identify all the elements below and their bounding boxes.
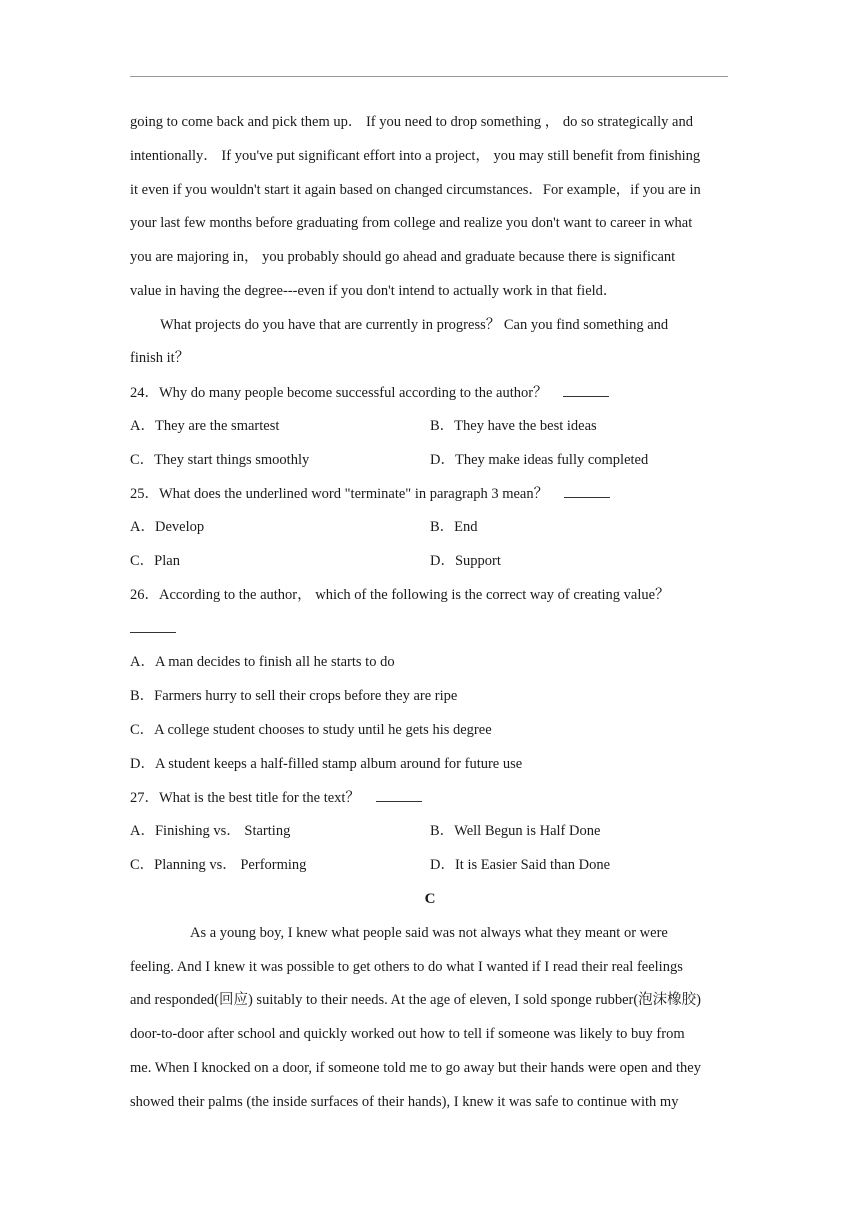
option-d: D．They make ideas fully completed (430, 452, 649, 468)
options-row (130, 821, 730, 841)
passage-line: As a young boy, I knew what people said was not always what they meant or were (190, 925, 668, 941)
answer-blank (376, 787, 422, 802)
section-heading: C (424, 891, 436, 907)
option-b: B．Farmers hurry to sell their crops before they are ripe (130, 688, 458, 704)
option-a: A．Finishing vs． Starting (130, 823, 291, 839)
option-b: B．Well Begun is Half Done (430, 823, 601, 839)
options-row (130, 517, 730, 537)
options-row (130, 416, 730, 436)
option-c: C．Plan (130, 553, 180, 569)
option-c: C．They start things smoothly (130, 452, 310, 468)
passage-line: me. When I knocked on a door, if someone told me to go away but their hands were open and they (130, 1060, 701, 1076)
option-d: D．It is Easier Said than Done (430, 857, 611, 873)
option-d: D．Support (430, 553, 501, 569)
passage-line: value in having the degree---even if you don't intend to actually work in that field． (130, 283, 618, 299)
option-b: B．End (430, 519, 478, 535)
question-27 (130, 787, 422, 808)
question-stem: 27．What is the best title for the text？ (130, 790, 360, 806)
option-b: B．They have the best ideas (430, 418, 597, 434)
question-25 (130, 483, 610, 504)
passage-line: showed their palms (the inside surfaces of their hands), I knew it was safe to continue with my (130, 1094, 679, 1110)
option-a: A．They are the smartest (130, 418, 280, 434)
question-26-blank-row (130, 618, 176, 639)
passage-line: feeling. And I knew it was possible to get others to do what I wanted if I read their real feelings (130, 959, 683, 975)
answer-blank (564, 483, 610, 498)
passage-line: door-to-door after school and quickly worked out how to tell if someone was likely to buy from (130, 1026, 685, 1042)
options-row (130, 551, 730, 571)
option-a: A．A man decides to finish all he starts to do (130, 654, 395, 670)
passage-line: it even if you wouldn't start it again based on changed circumstances．For example，if you are in (130, 182, 701, 198)
passage-line: finish it？ (130, 350, 190, 366)
passage-line: going to come back and pick them up． If you need to drop something ， do so strategically and (130, 114, 693, 130)
passage-line: intentionally． If you've put significant effort into a project， you may still benefit from finishing (130, 148, 701, 164)
question-26: 26．According to the author， which of the following is the correct way of creating value？ (130, 587, 670, 603)
passage-line: and responded(回应) suitably to their needs. At the age of eleven, I sold sponge rubber(泡沫橡胶) (130, 992, 701, 1008)
header-rule (130, 76, 728, 77)
question-stem: 25．What does the underlined word "terminate" in paragraph 3 mean？ (130, 486, 549, 502)
option-c: C．Planning vs． Performing (130, 857, 307, 873)
passage-line: you are majoring in， you probably should go ahead and graduate because there is significant (130, 249, 676, 265)
question-stem: 24．Why do many people become successful according to the author？ (130, 385, 548, 401)
passage-line: What projects do you have that are currently in progress？ Can you find something and (160, 317, 669, 333)
answer-blank (130, 618, 176, 633)
option-c: C．A college student chooses to study until he gets his degree (130, 722, 492, 738)
options-row (130, 855, 730, 875)
options-row (130, 450, 730, 470)
answer-blank (563, 382, 609, 397)
option-d: D．A student keeps a half-filled stamp album around for future use (130, 756, 523, 772)
question-24 (130, 382, 609, 403)
option-a: A．Develop (130, 519, 205, 535)
passage-line: your last few months before graduating from college and realize you don't want to career in what (130, 215, 693, 231)
